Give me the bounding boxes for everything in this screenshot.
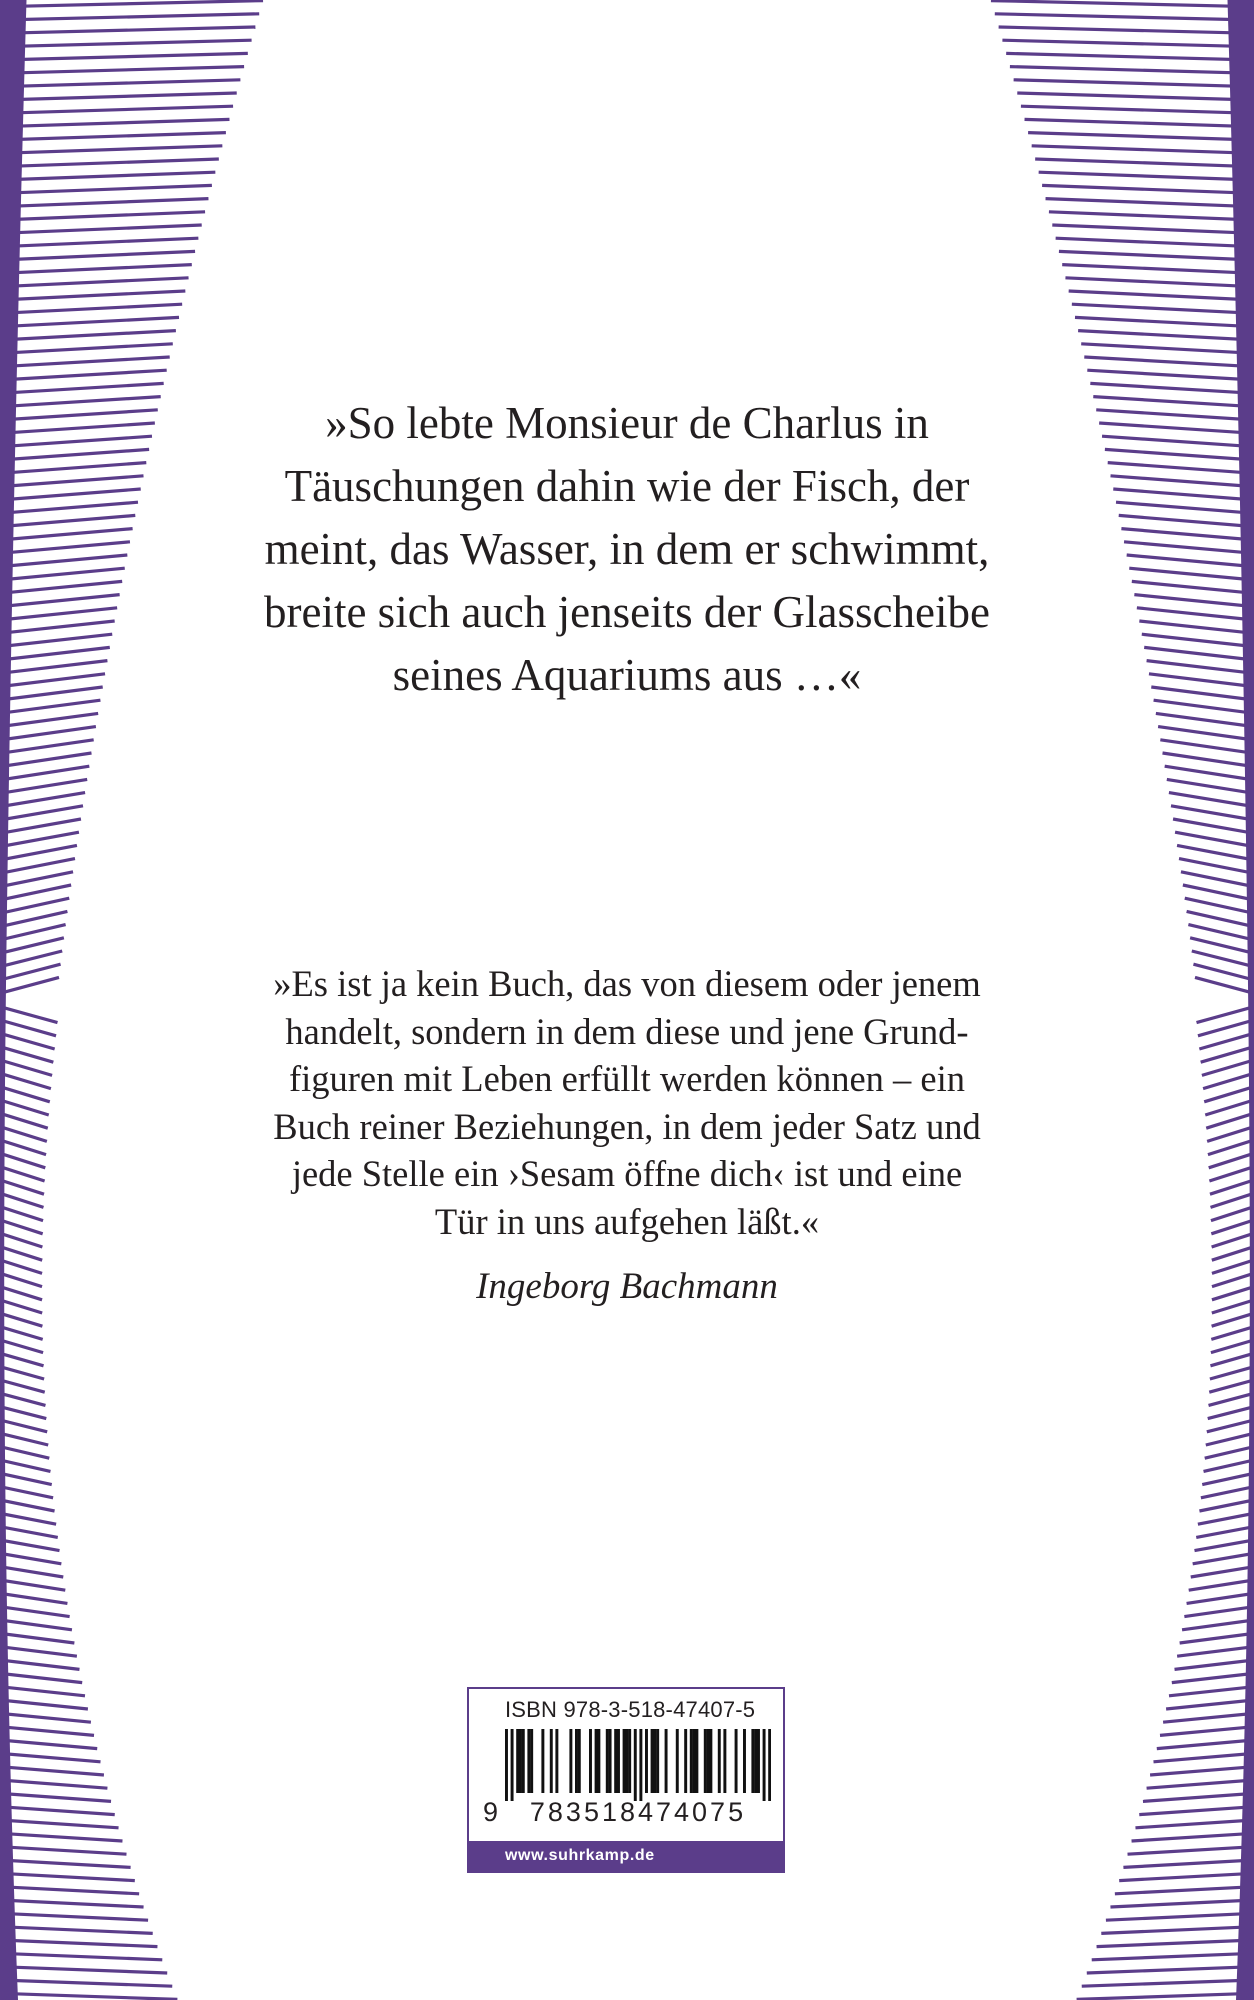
curtain-line [1181, 872, 1254, 887]
barcode-bar [676, 1729, 679, 1793]
curtain-line [1182, 1620, 1254, 1630]
curtain-line [0, 1980, 172, 1986]
curtain-line [0, 1580, 65, 1590]
curtain-line [1198, 1513, 1254, 1524]
publisher-url: www.suhrkamp.de [469, 1841, 783, 1871]
curtain-line [1180, 1633, 1254, 1643]
curtain-line [1052, 225, 1254, 233]
curtain-line [1082, 1980, 1254, 1986]
curtain-line [1160, 740, 1254, 754]
barcode-bar [634, 1729, 637, 1801]
barcode-bar [550, 1729, 553, 1793]
curtain-line [0, 1513, 56, 1524]
curtain-line [1132, 1833, 1254, 1841]
curtain-line [0, 1540, 60, 1551]
curtain-line [1101, 1927, 1254, 1934]
barcode-bar [693, 1729, 696, 1793]
curtain-line [1177, 1647, 1254, 1657]
curtain-line [1169, 793, 1254, 807]
curtain-line [0, 80, 240, 87]
curtain-line [999, 27, 1254, 33]
curtain-line [1087, 370, 1254, 380]
curtain-line [1177, 845, 1254, 860]
curtain-line [1077, 1993, 1254, 1999]
curtain-line [1172, 1673, 1254, 1682]
quote-line: breite sich auch jenseits der Glasscheibe [264, 587, 990, 637]
barcode-bar [709, 1729, 712, 1793]
curtain-line [0, 1713, 91, 1722]
curtain-line [1056, 238, 1254, 246]
barcode-bar [505, 1729, 508, 1801]
curtain-line [0, 1700, 88, 1709]
curtain-line [0, 1367, 44, 1379]
curtain-line [0, 304, 182, 313]
curtain-line [0, 713, 98, 726]
curtain-line [0, 1380, 45, 1392]
curtain-line [1010, 67, 1254, 74]
curtain-line [1049, 212, 1254, 220]
curtain-line [1153, 1753, 1254, 1761]
curtain-line [995, 14, 1254, 20]
curtain-line [1191, 1567, 1254, 1577]
barcode-bar [751, 1729, 754, 1793]
barcode-bar [743, 1729, 746, 1793]
curtain-line [0, 1887, 139, 1894]
curtain-line [0, 1620, 72, 1630]
curtain-line [1211, 1327, 1254, 1340]
curtain-line [0, 1, 263, 7]
curtain-line [1059, 251, 1254, 260]
curtain-line [1021, 106, 1254, 113]
curtain-line [1196, 1527, 1254, 1538]
curtain-line [0, 1607, 70, 1617]
curtain-line [1110, 1900, 1254, 1907]
curtain-line [1084, 357, 1254, 367]
curtain-line [1211, 1340, 1254, 1353]
barcode-bar [519, 1729, 522, 1793]
curtain-line [1210, 1367, 1254, 1379]
quote-line: handelt, sondern in dem diese und jene Grund- [285, 1010, 969, 1052]
curtain-line [0, 1407, 46, 1419]
curtain-line [0, 278, 189, 287]
curtain-line [0, 779, 87, 793]
barcode-bar [639, 1729, 642, 1801]
curtain-line [0, 1313, 42, 1326]
curtain-line [0, 1553, 61, 1563]
curtain-line [1205, 1447, 1254, 1459]
barcode-digits: 783518474075 [529, 1797, 747, 1827]
curtain-line [0, 1433, 48, 1445]
curtain-line [0, 1447, 49, 1459]
curtain-line [1078, 331, 1254, 340]
barcode-bar [707, 1729, 710, 1793]
barcode-bar [589, 1729, 592, 1793]
curtain-line [1143, 1793, 1254, 1801]
barcode-bar [645, 1729, 648, 1793]
curtain-line [0, 40, 252, 46]
barcode-bar [609, 1729, 612, 1793]
curtain-line [1035, 159, 1254, 167]
curtain-line [0, 225, 202, 233]
curtain-line [1175, 832, 1254, 846]
curtain-line [1204, 1460, 1254, 1471]
quote-line: jede Stelle ein ›Sesam öffne dich‹ ist und eine [291, 1153, 963, 1194]
curtain-line [0, 370, 167, 380]
curtain-line [1002, 40, 1254, 46]
curtain-line [1173, 819, 1254, 833]
curtain-line [1188, 925, 1254, 940]
barcode-first-digit: 9 [483, 1797, 499, 1827]
curtain-line [1189, 1580, 1254, 1590]
curtain-line [1167, 779, 1254, 793]
barcode-bar [516, 1729, 519, 1793]
curtain-line [0, 1860, 131, 1867]
curtain-line [0, 1340, 43, 1353]
barcode-bar [628, 1729, 631, 1793]
curtain-line [1135, 1820, 1254, 1828]
barcode-bar [530, 1729, 533, 1793]
curtain-line [0, 1873, 135, 1880]
curtain-line [0, 106, 233, 113]
barcode-bar [735, 1729, 738, 1793]
curtain-line [0, 832, 79, 846]
curtain-line [0, 1833, 122, 1841]
barcode-bar [575, 1729, 578, 1793]
curtain-line [1212, 1313, 1254, 1326]
curtain-line [1187, 1593, 1254, 1603]
curtain-line [0, 898, 69, 913]
curtain-line [1208, 1407, 1254, 1419]
curtain-line [1042, 185, 1254, 193]
curtain-line [1166, 1700, 1254, 1709]
barcode-bar [768, 1729, 771, 1801]
curtain-line [1163, 753, 1254, 767]
curtain-line [0, 133, 226, 140]
curtain-line [0, 185, 212, 193]
curtain-line [1075, 317, 1254, 326]
curtain-line [0, 14, 259, 20]
curtain-line [0, 740, 94, 754]
curtain-line [1097, 1940, 1254, 1947]
curtain-line [0, 1993, 177, 1999]
barcode-icon [505, 1729, 771, 1801]
quote-line: »So lebte Monsieur de Charlus in [325, 398, 929, 448]
barcode-bar [625, 1729, 628, 1793]
curtain-line [0, 1420, 47, 1432]
curtain-line [0, 1820, 119, 1828]
curtain-line [0, 1527, 58, 1538]
curtain-line [1209, 1393, 1254, 1405]
curtain-line [1165, 766, 1254, 780]
quote-line: figuren mit Leben erfüllt werden können – ein [288, 1058, 966, 1099]
curtain-line [1202, 1473, 1254, 1484]
curtain-line [1006, 53, 1254, 60]
curtain-line [0, 159, 219, 167]
curtain-line [0, 146, 222, 154]
bachmann-quote [0, 960, 1254, 1245]
curtain-line [0, 1727, 94, 1736]
curtain-line [1062, 265, 1254, 274]
curtain-line [0, 1473, 52, 1484]
curtain-line [1092, 1953, 1254, 1959]
curtain-line [0, 1940, 157, 1947]
barcode-bar [614, 1729, 617, 1793]
barcode-bar [656, 1729, 659, 1793]
curtain-line [0, 1247, 42, 1261]
curtain-line [0, 766, 89, 780]
barcode-bar [569, 1729, 572, 1793]
curtain-line [0, 753, 91, 767]
curtain-line [1087, 1967, 1254, 1973]
curtain-line [0, 1900, 144, 1907]
curtain-line [0, 1807, 115, 1815]
curtain-line [1183, 885, 1254, 900]
isbn-label: ISBN 978-3-518-47407-5 [505, 1697, 756, 1722]
quote-line: »Es ist ja kein Buch, das von diesem oder jenem [273, 963, 981, 1004]
curtain-line [0, 317, 179, 326]
curtain-line [1194, 1540, 1254, 1551]
curtain-line [0, 1767, 104, 1775]
barcode-bar [723, 1729, 726, 1793]
quote-line: Buch reiner Beziehungen, in dem jeder Satz und [273, 1105, 981, 1147]
curtain-line [0, 53, 248, 60]
barcode-bar [527, 1729, 530, 1793]
curtain-line [1169, 1687, 1254, 1696]
curtain-line [1014, 80, 1254, 87]
curtain-line [0, 1673, 82, 1682]
curtain-line [1210, 1353, 1254, 1365]
barcode-bar [665, 1729, 668, 1793]
curtain-line [0, 793, 85, 807]
barcode-bar [617, 1729, 620, 1793]
curtain-line [0, 1353, 44, 1365]
curtain-line [1025, 119, 1254, 126]
curtain-line [0, 1740, 97, 1749]
curtain-line [1190, 938, 1254, 954]
curtain-line [0, 925, 66, 940]
curtain-line [1175, 1660, 1254, 1669]
barcode-bar [653, 1729, 656, 1793]
barcode-bar [651, 1729, 654, 1793]
curtain-line [1069, 291, 1254, 300]
curtain-line [1163, 1713, 1254, 1722]
curtain-line [1123, 1860, 1254, 1867]
curtain-line [0, 1847, 126, 1855]
barcode-bar [511, 1729, 514, 1801]
curtain-line [1157, 1740, 1254, 1749]
curtain-line [1039, 172, 1254, 180]
curtain-line [1206, 1433, 1254, 1445]
curtain-line [0, 1753, 101, 1761]
curtain-line [0, 845, 77, 860]
barcode-bar [595, 1729, 598, 1793]
barcode-bar [522, 1729, 525, 1793]
curtain-line [0, 819, 81, 833]
curtain-line [0, 1460, 50, 1471]
curtain-line [0, 1953, 162, 1959]
curtain-line [0, 1967, 167, 1973]
barcode-bar [578, 1729, 581, 1793]
barcode-bar [690, 1729, 693, 1793]
isbn-barcode-box [467, 1687, 785, 1873]
curtain-line [0, 1687, 85, 1696]
barcode-bar [718, 1729, 721, 1793]
quote-line: seines Aquariums aus …« [392, 650, 862, 700]
curtain-line [1193, 1553, 1254, 1563]
curtain-line [0, 27, 255, 33]
curtain-line [1081, 344, 1254, 354]
curtain-line [1119, 1873, 1254, 1880]
curtain-line [1187, 911, 1254, 926]
curtain-line [0, 1780, 107, 1788]
curtain-line [1184, 1607, 1254, 1617]
barcode-bar [757, 1729, 760, 1793]
curtain-line [0, 938, 64, 954]
barcode-bar [695, 1729, 698, 1793]
curtain-line [1156, 713, 1254, 726]
curtain-line [0, 1567, 63, 1577]
barcode-bar [555, 1729, 558, 1793]
curtain-line [1046, 199, 1254, 207]
curtain-line [0, 885, 71, 900]
curtain-line [1185, 898, 1254, 913]
curtain-line [0, 1927, 153, 1934]
curtain-line [1128, 1847, 1254, 1855]
curtain-line [1032, 146, 1254, 154]
curtain-line [0, 1793, 111, 1801]
curtain-line [0, 1633, 74, 1643]
curtain-line [1028, 133, 1254, 140]
curtain-line [1171, 806, 1254, 820]
curtain-line [1158, 727, 1254, 740]
curtain-line [991, 1, 1254, 7]
curtain-line [0, 251, 195, 260]
quote-line: Täuschungen dahin wie der Fisch, der [284, 461, 970, 511]
barcode-bar [541, 1729, 544, 1793]
curtain-line [1212, 1247, 1254, 1261]
barcode-bar [763, 1729, 766, 1801]
curtain-line [1115, 1887, 1254, 1894]
curtain-line [0, 265, 192, 274]
curtain-line [0, 212, 205, 220]
curtain-line [1017, 93, 1254, 100]
barcode-bar [704, 1729, 707, 1793]
curtain-line [0, 172, 215, 180]
curtain-line [1065, 278, 1254, 287]
curtain-line [1147, 1780, 1254, 1788]
curtain-line [0, 1660, 79, 1669]
curtain-line [1160, 1727, 1254, 1736]
barcode-bar [684, 1729, 687, 1793]
curtain-line [0, 1393, 45, 1405]
curtain-line [0, 93, 237, 100]
curtain-line [0, 1487, 53, 1498]
curtain-line [0, 357, 170, 367]
curtain-line [1150, 1767, 1254, 1775]
curtain-line [1106, 1913, 1254, 1920]
curtain-line [0, 1593, 67, 1603]
curtain-line [0, 911, 67, 926]
curtain-line [0, 199, 208, 207]
curtain-line [0, 1913, 148, 1920]
proust-quote [0, 392, 1254, 707]
curtain-line [0, 291, 185, 300]
curtain-line [1179, 859, 1254, 874]
barcode-bar [597, 1729, 600, 1793]
barcode-bar [623, 1729, 626, 1793]
curtain-line [0, 872, 73, 887]
curtain-line [0, 1500, 55, 1511]
curtain-line [1201, 1487, 1254, 1498]
curtain-line [1209, 1380, 1254, 1392]
curtain-line [0, 806, 83, 820]
curtain-line [0, 331, 176, 340]
barcode-bar [606, 1729, 609, 1793]
quote-attribution: Ingeborg Bachmann [476, 1266, 778, 1307]
curtain-line [0, 344, 173, 354]
curtain-line [0, 119, 229, 126]
curtain-line [0, 859, 75, 874]
quote-line: Tür in uns aufgehen läßt.« [434, 1200, 820, 1242]
curtain-line [0, 727, 96, 740]
curtain-line [1207, 1420, 1254, 1432]
barcode-bar [754, 1729, 757, 1793]
curtain-line [1072, 304, 1254, 313]
curtain-line [1139, 1807, 1254, 1815]
curtain-line [0, 238, 198, 246]
quote-line: meint, das Wasser, in dem er schwimmt, [264, 524, 990, 574]
curtain-line [0, 67, 244, 74]
curtain-line [0, 1327, 43, 1340]
curtain-line [0, 1647, 77, 1657]
curtain-line [1199, 1500, 1254, 1511]
